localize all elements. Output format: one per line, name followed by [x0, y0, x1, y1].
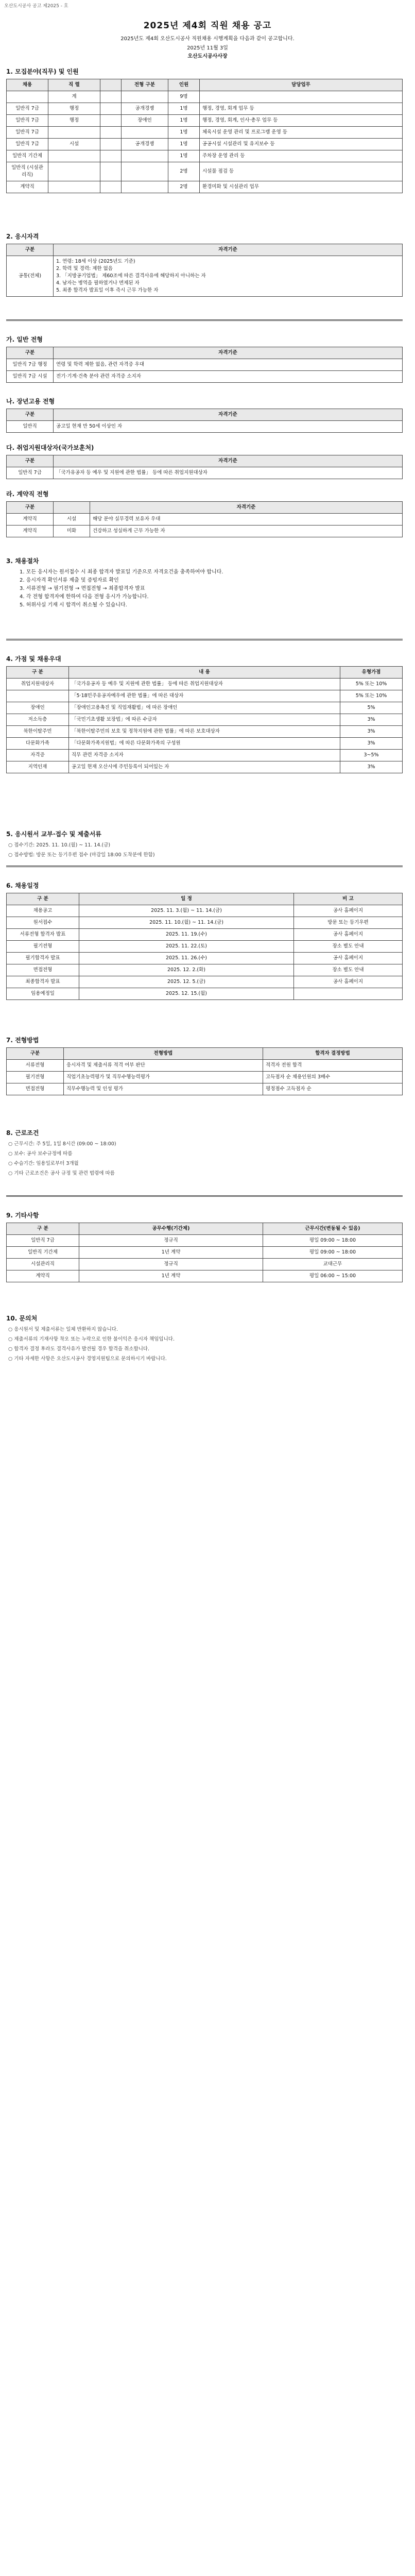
- table-cell: 5% 또는 10%: [340, 679, 403, 690]
- table-cell: 일반직 7급: [7, 103, 48, 115]
- table-row: [7, 941, 403, 953]
- table-cell: 평일 09:00 ~ 18:00: [263, 1247, 403, 1259]
- table-row: [7, 1083, 403, 1095]
- table-cell: 고득점자 순 채용인원의 3배수: [263, 1072, 403, 1083]
- section-selection: [0, 1030, 415, 1095]
- list-item: ○ 기타 자세한 사항은 오산도시공사 경영지원팀으로 문의하시기 바랍니다.: [8, 1356, 167, 1362]
- table-header-row: [7, 1048, 403, 1060]
- section-heading: 5. 응시원서 교부·접수 및 제출서류: [6, 831, 101, 838]
- table-row: [7, 467, 403, 479]
- column-header: 내 용: [69, 667, 340, 679]
- table-cell: 서류전형: [7, 1060, 64, 1072]
- table-cell: 북한이탈주민: [7, 726, 69, 738]
- section-etc: [0, 1206, 415, 1282]
- column-header: 구분: [7, 455, 54, 467]
- table-cell: [7, 91, 48, 103]
- list-item: 1. 연령: 18세 이상 (2025년도 기준): [56, 259, 135, 264]
- table-row: [7, 359, 403, 371]
- table-row: [7, 738, 403, 750]
- table-cell: 1년 계약: [79, 1247, 263, 1259]
- table-cell: [100, 103, 122, 115]
- table-cell: [48, 162, 100, 181]
- intro-text: 2025년도 제4회 오산도시공사 직원채용 시행계획을 다음과 같이 공고합니다.: [120, 36, 295, 42]
- table-header-row: [7, 893, 403, 905]
- table-cell: 3~5%: [340, 750, 403, 761]
- table-cell: [100, 162, 122, 181]
- table-cell: [100, 150, 122, 162]
- table-cell: [122, 181, 168, 193]
- divider: [6, 639, 403, 640]
- column-header: [54, 502, 90, 514]
- table-cell: 원서접수: [7, 917, 79, 929]
- table-cell: [100, 181, 122, 193]
- table-cell: 3%: [340, 726, 403, 738]
- table-cell: [100, 91, 122, 103]
- contract-table: [6, 501, 403, 537]
- table-cell: [48, 181, 100, 193]
- section-heading: 9. 기타사항: [6, 1212, 39, 1219]
- table-cell: 일반직 기간제: [7, 1247, 79, 1259]
- table-row: [7, 953, 403, 964]
- column-header: 자격기준: [54, 409, 403, 421]
- table-cell: 「북한이탈주민의 보호 및 정착지원에 관한 법률」에 따른 보호대상자: [69, 726, 340, 738]
- table-cell: 일반직 7급: [7, 115, 48, 127]
- table-row: [7, 964, 403, 976]
- column-header: [100, 79, 122, 91]
- table-cell: 전기·기계·건축 분야 관련 자격증 소지자: [54, 371, 403, 383]
- table-cell: [122, 150, 168, 162]
- table-cell: 공고일 현재 만 50세 이상인 자: [54, 421, 403, 433]
- table-cell: 일반직 7급: [7, 139, 48, 150]
- table-cell: 5%: [340, 702, 403, 714]
- procedure-list: [12, 568, 403, 609]
- table-cell: 건강하고 성실하게 근무 가능한 자: [90, 526, 403, 537]
- table-row: [7, 988, 403, 1000]
- table-cell: 저소득층: [7, 714, 69, 726]
- table-cell: 교대근무: [263, 1259, 403, 1270]
- table-cell: 「다문화가족지원법」에 따른 다문화가족의 구성원: [69, 738, 340, 750]
- table-cell: 공사 홈페이지: [294, 929, 403, 941]
- table-cell: 계약직: [7, 526, 54, 537]
- table-cell: [100, 115, 122, 127]
- divider: [6, 1195, 403, 1197]
- list-item: 5. 허위사실 기재 시 합격이 취소될 수 있습니다.: [20, 602, 127, 608]
- table-cell: 필기전형: [7, 1072, 64, 1083]
- table-cell: 적격자 전원 합격: [263, 1060, 403, 1072]
- table-cell: 체육시설 운영 관리 및 프로그램 운영 등: [200, 127, 403, 139]
- table-cell: 자격증: [7, 750, 69, 761]
- section-recruitment: [0, 62, 415, 193]
- table-cell: 방문 또는 등기우편: [294, 917, 403, 929]
- table-cell: 시설: [54, 514, 90, 526]
- table-cell: 2025. 12. 5.(금): [79, 976, 294, 988]
- table-cell: 응시자격 및 제출서류 적격 여부 판단: [64, 1060, 263, 1072]
- section-heading: 2. 응시자격: [6, 233, 39, 240]
- column-header: 구 분: [7, 1223, 79, 1235]
- section-heading: 라. 계약직 전형: [6, 490, 49, 498]
- eligibility-table: [6, 244, 403, 297]
- list-item: ○ 기타 근로조건은 공사 규정 및 관련 법령에 따름: [8, 1171, 115, 1176]
- column-header: 구 분: [7, 667, 69, 679]
- section-heading: 1. 모집분야(직무) 및 인원: [6, 68, 79, 75]
- table-cell: 장애인: [7, 702, 69, 714]
- table-cell: 시설: [48, 139, 100, 150]
- list-item: ○ 제출서류의 기재사항 착오 또는 누락으로 인한 불이익은 응시자 책임입니다.: [8, 1336, 175, 1342]
- table-cell: 주차장 운영 관리 등: [200, 150, 403, 162]
- table-cell: 일반직 7급: [7, 127, 48, 139]
- column-header: 구분: [7, 409, 54, 421]
- general-table: [6, 347, 403, 383]
- section-schedule: [0, 876, 415, 1000]
- list-item: 2. 응시자격 확인서류 제출 및 증빙자료 확인: [20, 578, 119, 583]
- column-header: 구분: [7, 347, 54, 359]
- list-item: ○ 보수: 공사 보수규정에 따름: [8, 1151, 73, 1157]
- list-item: ○ 근무시간: 주 5일, 1일 8시간 (09:00 ~ 18:00): [8, 1141, 116, 1147]
- section-heading: 4. 가점 및 채용우대: [6, 655, 61, 663]
- section-heading: 8. 근로조건: [6, 1129, 39, 1137]
- table-row: [7, 679, 403, 690]
- table-cell: 1년 계약: [79, 1270, 263, 1282]
- table-header-row: [7, 244, 403, 256]
- table-cell: [122, 127, 168, 139]
- section-procedure: [0, 551, 415, 612]
- list-item: 4. 각 전형 합격자에 한하여 다음 전형 응시가 가능합니다.: [20, 594, 149, 600]
- table-cell: 면접전형: [7, 1083, 64, 1095]
- column-header: 자격기준: [54, 455, 403, 467]
- table-row: [7, 750, 403, 761]
- table-cell: 공사 홈페이지: [294, 953, 403, 964]
- table-cell: [200, 91, 403, 103]
- table-cell: 장애인: [122, 115, 168, 127]
- table-row: [7, 905, 403, 917]
- column-header: 일 정: [79, 893, 294, 905]
- table-row: [7, 256, 403, 297]
- list-item: ○ 접수기간: 2025. 11. 10.(월) ~ 11. 14.(금): [8, 842, 111, 848]
- table-row: [7, 1247, 403, 1259]
- column-header: 구분: [7, 244, 54, 256]
- table-row: [7, 1235, 403, 1247]
- table-cell: 채용공고: [7, 905, 79, 917]
- table-cell: 「5·18민주유공자예우에 관한 법률」에 따른 대상자: [69, 690, 340, 702]
- table-cell: 평일 09:00 ~ 18:00: [263, 1235, 403, 1247]
- divider: [6, 319, 403, 321]
- table-cell: 지역인재: [7, 761, 69, 773]
- section-heading: 나. 장년고용 전형: [6, 398, 55, 405]
- section-heading: 6. 채용일정: [6, 882, 39, 889]
- divider: [6, 866, 403, 867]
- table-cell: 계약직: [7, 514, 54, 526]
- table-cell: 서류전형 합격자 발표: [7, 929, 79, 941]
- table-cell: 시설관리직: [7, 1259, 79, 1270]
- table-cell: 정규직: [79, 1235, 263, 1247]
- section-heading: 다. 취업지원대상자(국가보훈처): [6, 444, 94, 451]
- table-row: [7, 139, 403, 150]
- table-row: [7, 917, 403, 929]
- section-veterans: [0, 438, 415, 479]
- table-cell: 일반직 7급 시설: [7, 371, 54, 383]
- table-header-row: [7, 1223, 403, 1235]
- table-row: [7, 1060, 403, 1072]
- column-header: 근무시간(변동될 수 있음): [263, 1223, 403, 1235]
- table-cell: [122, 162, 168, 181]
- table-cell: 직업기초능력평가 및 직무수행능력평가: [64, 1072, 263, 1083]
- senior-table: [6, 409, 403, 433]
- table-cell: 공고일 현재 오산시에 주민등록이 되어있는 자: [69, 761, 340, 773]
- table-cell: [7, 690, 69, 702]
- table-cell: [122, 91, 168, 103]
- table-cell: 직무 관련 자격증 소지자: [69, 750, 340, 761]
- table-cell: 2025. 11. 10.(월) ~ 11. 14.(금): [79, 917, 294, 929]
- column-header: 구분: [7, 1048, 64, 1060]
- list-item: ○ 접수방법: 방문 또는 등기우편 접수 (마감일 18:00 도착분에 한함): [8, 852, 155, 858]
- table-cell: 1명: [168, 115, 200, 127]
- list-item: ○ 응시원서 및 제출서류는 일체 반환하지 않습니다.: [8, 1327, 118, 1332]
- table-cell: 일반직 7급 행정: [7, 359, 54, 371]
- selection-table: [6, 1047, 403, 1095]
- table-header-row: [7, 347, 403, 359]
- column-header: 구 분: [7, 893, 79, 905]
- table-cell: 평정점수 고득점자 순: [263, 1083, 403, 1095]
- table-cell: 일반직 기간제: [7, 150, 48, 162]
- table-row: [7, 162, 403, 181]
- column-header: 담당업무: [200, 79, 403, 91]
- table-header-row: [7, 667, 403, 679]
- column-header: 자격기준: [54, 347, 403, 359]
- table-cell: 2명: [168, 162, 200, 181]
- section-heading: 10. 문의처: [6, 1315, 38, 1322]
- column-header: 직 렬: [48, 79, 100, 91]
- table-cell: 3%: [340, 738, 403, 750]
- table-cell: 3%: [340, 761, 403, 773]
- column-header: 유형가점: [340, 667, 403, 679]
- table-cell: 「국가유공자 등 예우 및 지원에 관한 법률」 등에 따른 취업지원대상자: [54, 467, 403, 479]
- table-cell: 행정, 경영, 회계 업무 등: [200, 103, 403, 115]
- table-cell: 일반직 7급: [7, 1235, 79, 1247]
- section-heading: 3. 채용절차: [6, 557, 39, 565]
- section-contract: [0, 484, 415, 537]
- table-row: [7, 714, 403, 726]
- table-cell: 필기합격자 발표: [7, 953, 79, 964]
- table-cell: 장소 별도 안내: [294, 964, 403, 976]
- section-application: [0, 824, 415, 861]
- table-header-row: [7, 79, 403, 91]
- table-cell: [100, 139, 122, 150]
- column-header: 공무수행(기간제): [79, 1223, 263, 1235]
- table-row: [7, 1072, 403, 1083]
- table-cell: 9명: [168, 91, 200, 103]
- table-header-row: [7, 502, 403, 514]
- publish-date: 2025년 11월 3일: [187, 45, 228, 51]
- table-cell: 다문화가족: [7, 738, 69, 750]
- recruitment-table: [6, 79, 403, 193]
- table-cell: 2025. 12. 15.(월): [79, 988, 294, 1000]
- table-row: [7, 761, 403, 773]
- table-cell: [54, 256, 403, 297]
- table-cell: 취업지원대상자: [7, 679, 69, 690]
- table-row: [7, 1259, 403, 1270]
- table-cell: 공사 홈페이지: [294, 905, 403, 917]
- table-row: [7, 690, 403, 702]
- table-cell: 1명: [168, 139, 200, 150]
- column-header: 전형 구분: [122, 79, 168, 91]
- table-cell: 일반직 (시설관리직): [7, 162, 48, 181]
- table-cell: 2025. 12. 2.(화): [79, 964, 294, 976]
- list-item: ○ 수습기간: 임용일로부터 3개월: [8, 1161, 79, 1166]
- section-conditions: [0, 1123, 415, 1179]
- issuer: 오산도시공사사장: [187, 54, 228, 59]
- section-bonus: [0, 649, 415, 773]
- table-cell: 환경미화 및 시설관리 업무: [200, 181, 403, 193]
- table-cell: 2명: [168, 181, 200, 193]
- table-row: [7, 103, 403, 115]
- table-row: [7, 115, 403, 127]
- table-row: [7, 127, 403, 139]
- table-row: [7, 514, 403, 526]
- table-row: [7, 371, 403, 383]
- table-row: [7, 91, 403, 103]
- column-header: 전형방법: [64, 1048, 263, 1060]
- document-header: [0, 0, 415, 61]
- table-cell: 일반직: [7, 421, 54, 433]
- table-cell: [294, 988, 403, 1000]
- table-cell: 미화: [54, 526, 90, 537]
- column-header: 채용: [7, 79, 48, 91]
- list-item: 3. 「지방공기업법」 제60조에 따른 결격사유에 해당하지 아니하는 자: [56, 273, 206, 279]
- table-cell: [48, 127, 100, 139]
- table-cell: 계약직: [7, 1270, 79, 1282]
- section-eligibility: [0, 227, 415, 297]
- table-cell: 정규직: [79, 1259, 263, 1270]
- column-header: 인원: [168, 79, 200, 91]
- table-cell: 「국민기초생활 보장법」에 따른 수급자: [69, 714, 340, 726]
- column-header: 합격자 결정방법: [263, 1048, 403, 1060]
- header-note: 오산도시공사 공고 제2025 - 호: [4, 4, 68, 9]
- schedule-table: [6, 893, 403, 1000]
- table-cell: 공개경쟁: [122, 103, 168, 115]
- table-cell: 공통(전체): [7, 256, 54, 297]
- table-cell: 행정, 경영, 회계, 인사·총무 업무 등: [200, 115, 403, 127]
- section-heading: 7. 전형방법: [6, 1037, 39, 1044]
- table-cell: 일반직 7급: [7, 467, 54, 479]
- table-cell: [100, 127, 122, 139]
- table-cell: 5% 또는 10%: [340, 690, 403, 702]
- table-cell: 해당 분야 실무경력 보유자 우대: [90, 514, 403, 526]
- table-row: [7, 929, 403, 941]
- list-item: 5. 최종 합격자 발표일 이후 즉시 근무 가능한 자: [56, 287, 159, 293]
- section-general: [0, 330, 415, 383]
- table-row: [7, 726, 403, 738]
- table-row: [7, 702, 403, 714]
- veterans-table: [6, 455, 403, 479]
- table-row: [7, 421, 403, 433]
- column-header: 비 고: [294, 893, 403, 905]
- table-cell: 「장애인고용촉진 및 직업재활법」에 따른 장애인: [69, 702, 340, 714]
- table-cell: 2025. 11. 19.(수): [79, 929, 294, 941]
- column-header: 자격기준: [90, 502, 403, 514]
- section-senior: [0, 392, 415, 433]
- table-cell: 1명: [168, 103, 200, 115]
- table-cell: 장소 별도 안내: [294, 941, 403, 953]
- table-cell: 행정: [48, 103, 100, 115]
- list-item: ○ 합격자 결정 후라도 결격사유가 발견될 경우 합격을 취소합니다.: [8, 1346, 150, 1352]
- table-cell: 2025. 11. 3.(월) ~ 11. 14.(금): [79, 905, 294, 917]
- etc-table: [6, 1223, 403, 1282]
- table-cell: 공개경쟁: [122, 139, 168, 150]
- table-row: [7, 150, 403, 162]
- table-cell: 임용예정일: [7, 988, 79, 1000]
- table-row: [7, 526, 403, 537]
- column-header: 구분: [7, 502, 54, 514]
- column-header: 자격기준: [54, 244, 403, 256]
- table-cell: 3%: [340, 714, 403, 726]
- list-item: 4. 남자는 병역을 필하였거나 면제된 자: [56, 280, 140, 286]
- table-cell: 계약직: [7, 181, 48, 193]
- table-row: [7, 976, 403, 988]
- table-cell: 행정: [48, 115, 100, 127]
- bonus-table: [6, 666, 403, 773]
- table-cell: 2025. 11. 22.(토): [79, 941, 294, 953]
- table-cell: 최종합격자 발표: [7, 976, 79, 988]
- table-cell: 평일 06:00 ~ 15:00: [263, 1270, 403, 1282]
- section-heading: 가. 일반 전형: [6, 336, 43, 343]
- table-cell: 공공시설 시설관리 및 유지보수 등: [200, 139, 403, 150]
- table-cell: 계: [48, 91, 100, 103]
- list-item: 3. 서류전형 → 필기전형 → 면접전형 → 최종합격자 발표: [20, 586, 145, 591]
- table-header-row: [7, 455, 403, 467]
- table-cell: 1명: [168, 150, 200, 162]
- list-item: 2. 학력 및 경력: 제한 없음: [56, 266, 113, 272]
- table-cell: 2025. 11. 26.(수): [79, 953, 294, 964]
- table-cell: 1명: [168, 127, 200, 139]
- table-cell: 시설물 점검 등: [200, 162, 403, 181]
- section-contact: [0, 1309, 415, 1365]
- table-cell: 면접전형: [7, 964, 79, 976]
- table-cell: 직무수행능력 및 인성 평가: [64, 1083, 263, 1095]
- list-item: 1. 모든 응시자는 원서접수 시 최종 합격자 발표일 기준으로 자격요건을 충족하여야 합니다.: [20, 569, 223, 575]
- table-header-row: [7, 409, 403, 421]
- table-row: [7, 1270, 403, 1282]
- table-cell: 필기전형: [7, 941, 79, 953]
- table-cell: 「국가유공자 등 예우 및 지원에 관한 법률」 등에 따른 취업지원대상자: [69, 679, 340, 690]
- table-row: [7, 181, 403, 193]
- table-cell: [48, 150, 100, 162]
- table-cell: 공사 홈페이지: [294, 976, 403, 988]
- page-title: 2025년 제4회 직원 채용 공고: [143, 21, 272, 31]
- table-cell: 연령 및 학력 제한 없음, 관련 자격증 우대: [54, 359, 403, 371]
